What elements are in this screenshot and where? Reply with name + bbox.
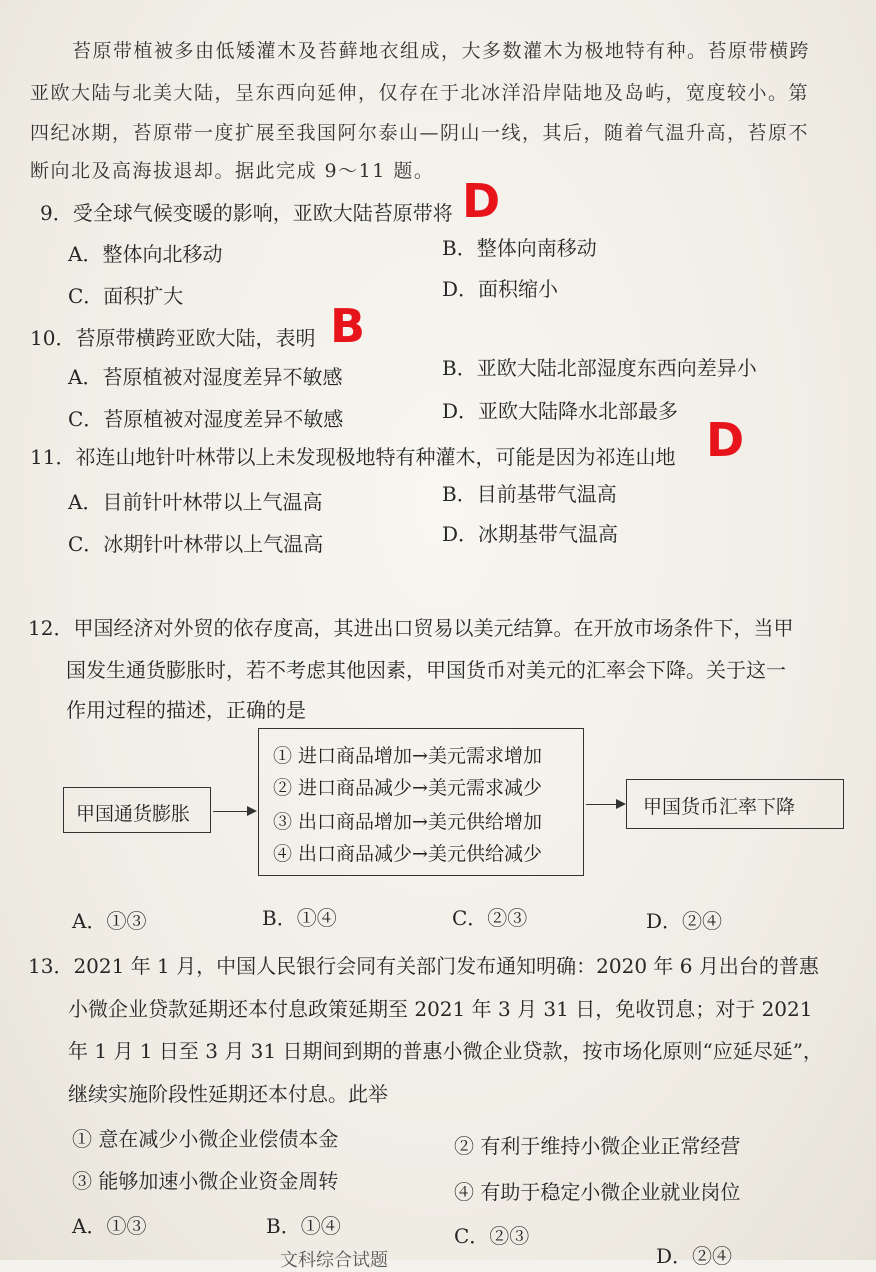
question-13-item-3: ③ 能够加速小微企业资金周转 bbox=[72, 1169, 339, 1193]
question-9-option-c: C．面积扩大 bbox=[68, 284, 184, 308]
question-11-option-a: A．目前针叶林带以上气温高 bbox=[68, 490, 323, 514]
flow-left-label: 甲国通货膨胀 bbox=[76, 803, 191, 825]
flow-arrow-left bbox=[213, 811, 255, 812]
question-11-option-d: D．冰期基带气温高 bbox=[442, 522, 619, 546]
flow-item-1: ① 进口商品增加→美元需求增加 bbox=[273, 745, 542, 767]
flow-right-box bbox=[626, 779, 844, 829]
question-12-stem-line-3: 作用过程的描述，正确的是 bbox=[66, 698, 306, 722]
flow-left-box bbox=[63, 787, 211, 833]
question-12-stem-line-2: 国发生通货膨胀时，若不考虑其他因素，甲国货币对美元的汇率会下降。关于这一 bbox=[66, 658, 786, 682]
flow-item-2: ② 进口商品减少→美元需求减少 bbox=[273, 777, 542, 799]
page-footer: 文科综合试题 bbox=[280, 1250, 388, 1271]
flow-item-3: ③ 出口商品增加→美元供给增加 bbox=[273, 811, 542, 833]
question-13-option-d: D．②④ bbox=[656, 1244, 733, 1268]
flow-arrow-right bbox=[586, 804, 624, 805]
question-10-option-d: D．亚欧大陆降水北部最多 bbox=[442, 399, 679, 423]
intro-line-3: 四纪冰期，苔原带一度扩展至我国阿尔泰山—阴山一线，其后，随着气温升高，苔原不 bbox=[30, 122, 810, 144]
question-9-option-a: A．整体向北移动 bbox=[68, 242, 223, 266]
question-13-option-b: B．①④ bbox=[266, 1214, 341, 1238]
question-10-answer: B bbox=[330, 299, 366, 353]
question-9-option-b: B．整体向南移动 bbox=[442, 236, 597, 260]
question-12-option-d: D．②④ bbox=[646, 909, 723, 933]
question-12-option-a: A．①③ bbox=[72, 909, 147, 933]
question-10-option-c: C．苔原植被对湿度差异不敏感 bbox=[68, 407, 344, 431]
question-13-stem-line-3: 年 1 月 1 日至 3 月 31 日期间到期的普惠小微企业贷款，按市场化原则“应延尽延”， bbox=[68, 1039, 823, 1063]
flow-right-label: 甲国货币汇率下降 bbox=[643, 796, 796, 818]
question-11-stem: 11．祁连山地针叶林带以上未发现极地特有种灌木，可能是因为祁连山地 bbox=[30, 445, 676, 469]
question-9-answer: D bbox=[462, 174, 501, 228]
question-11-option-b: B．目前基带气温高 bbox=[442, 482, 617, 506]
question-13-item-1: ① 意在减少小微企业偿债本金 bbox=[72, 1127, 339, 1151]
question-13-stem-line-4: 继续实施阶段性延期还本付息。此举 bbox=[68, 1082, 388, 1106]
intro-line-2: 亚欧大陆与北美大陆，呈东西向延伸，仅存在于北冰洋沿岸陆地及岛屿，宽度较小。第 bbox=[30, 82, 810, 104]
intro-line-1: 苔原带植被多由低矮灌木及苔藓地衣组成，大多数灌木为极地特有种。苔原带横跨 bbox=[72, 40, 811, 62]
flow-middle-box bbox=[258, 728, 584, 876]
question-13-item-2: ② 有利于维持小微企业正常经营 bbox=[454, 1134, 741, 1158]
question-13-item-4: ④ 有助于稳定小微企业就业岗位 bbox=[454, 1180, 741, 1204]
intro-line-4: 断向北及高海拔退却。据此完成 9～11 题。 bbox=[30, 160, 435, 182]
question-13-stem-line-1: 13．2021 年 1 月，中国人民银行会同有关部门发布通知明确：2020 年 6 月出台的普惠 bbox=[28, 954, 819, 978]
question-9-option-d: D．面积缩小 bbox=[442, 277, 559, 301]
question-10-option-b: B．亚欧大陆北部湿度东西向差异小 bbox=[442, 356, 757, 380]
question-11-option-c: C．冰期针叶林带以上气温高 bbox=[68, 532, 324, 556]
question-10-stem: 10．苔原带横跨亚欧大陆，表明 bbox=[30, 326, 316, 350]
question-13-option-a: A．①③ bbox=[72, 1214, 147, 1238]
question-9-stem: 9．受全球气候变暖的影响，亚欧大陆苔原带将 bbox=[40, 201, 453, 225]
question-12-option-c: C．②③ bbox=[452, 906, 528, 930]
question-12-stem-line-1: 12．甲国经济对外贸的依存度高，其进出口贸易以美元结算。在开放市场条件下，当甲 bbox=[28, 616, 794, 640]
flow-item-4: ④ 出口商品减少→美元供给减少 bbox=[273, 843, 542, 865]
question-11-answer: D bbox=[706, 413, 745, 467]
question-13-option-c: C．②③ bbox=[454, 1224, 530, 1248]
question-10-option-a: A．苔原植被对湿度差异不敏感 bbox=[68, 365, 343, 389]
question-13-stem-line-2: 小微企业贷款延期还本付息政策延期至 2021 年 3 月 31 日，免收罚息；对于 2021 bbox=[68, 997, 813, 1021]
question-12-option-b: B．①④ bbox=[262, 906, 337, 930]
